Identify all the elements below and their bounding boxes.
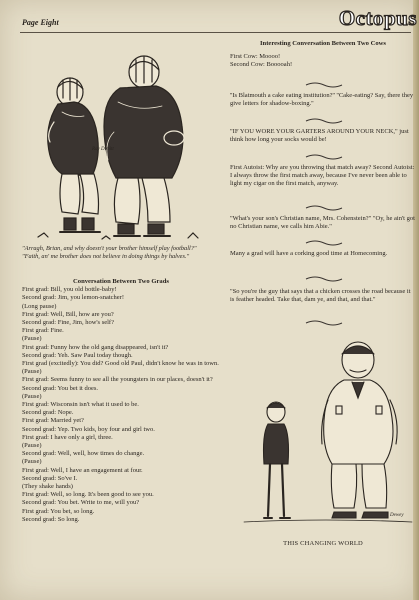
joke-block: "IF YOU WORE YOUR GARTERS AROUND YOUR NECK," just think how long your socks would be! [230, 128, 409, 144]
header-rule [20, 32, 411, 33]
cows-conversation [230, 40, 416, 70]
grads-line: (Long pause) [22, 302, 57, 310]
ornament-divider [304, 276, 344, 282]
ornament-divider [304, 205, 344, 211]
caption-line: "Arragh, Brian, and why doesn't your brother himself play football?" [22, 245, 197, 252]
joke-block: Many a grad will have a corking good time at Homecoming. [230, 250, 388, 257]
grads-line: First grad: Well, I have an engagement at four. [22, 466, 143, 474]
grads-line: First grad: Fine. [22, 327, 64, 335]
ornament-divider [304, 82, 344, 88]
joke-block: ''Is Blatmouth a cake eating institution?'' ''Cake-eating? Say, there they give letters for shadow-boxing.'' [230, 92, 414, 108]
grads-line: Second grad: Nope. [22, 409, 74, 417]
cows-line: Second Cow: Booooah! [230, 61, 293, 69]
grads-line: First grad: Funny how the old gang disappeared, isn't it? [22, 343, 169, 351]
grads-line: Second grad: So've I. [22, 474, 78, 482]
grads-title: Conversation Between Two Grads [73, 278, 169, 285]
grads-line: First grad: Well, so long. It's been good to see you. [22, 491, 154, 499]
grads-line: First grad: Married yet? [22, 417, 84, 425]
grads-line: Second grad: You bet. Write to me, will you? [22, 499, 140, 507]
changing-world-cartoon [240, 330, 416, 528]
grads-line: Second grad: Yep. Two kids, boy four and girl two. [22, 425, 155, 433]
grads-line: (Pause) [22, 335, 42, 343]
grads-line: First grad: Bill, you old bottle-baby! [22, 286, 117, 294]
joke-block: "What's your son's Christian name, Mrs. Cohenstein?" "Oy, he ain't got no Christian name, we calls him Abie." [230, 215, 415, 231]
grads-line: Second grad: You bet it does. [22, 384, 99, 392]
page-label: Page Eight [22, 18, 59, 27]
joke-block: First Autoist: Why are you throwing that match away? Second Autoist: I always throw the first match away, because I've never been able to light my cigar on the first match, anyway. [230, 164, 415, 188]
cartoon2-caption: THIS CHANGING WORLD [283, 540, 363, 547]
caption-line: "Faith, an' me brother does not believe in doing things by halves." [22, 253, 190, 260]
grads-line: First grad: Wisconsin isn't what it used to be. [22, 401, 139, 409]
ornament-divider [304, 320, 344, 326]
grads-line: First grad (excitedly): You did? Good old Paul, didn't know he was in town. [22, 360, 219, 368]
cows-title: Interesting Conversation Between Two Cows [259, 40, 386, 47]
cows-line: First Cow: Moooo! [230, 53, 281, 61]
grads-line: (Pause) [22, 442, 42, 450]
grads-line: Second grad: Jim, you lemon-snatcher! [22, 294, 124, 302]
football-players-cartoon [18, 42, 214, 242]
grads-line: First grad: Well, Bill, how are you? [22, 310, 114, 318]
grads-line: First grad: You bet, so long. [22, 507, 95, 515]
grads-line: Second grad: Yeh. Saw Paul today though. [22, 351, 133, 359]
grads-line: First grad: Seems funny to see all the youngsters in our places, doesn't it? [22, 376, 213, 384]
grads-line: Second grad: Fine, Jim, how's self? [22, 319, 114, 327]
grads-conversation [22, 278, 220, 524]
magazine-title: Octopus [338, 6, 417, 30]
grads-line: First grad: I have only a girl, three. [22, 433, 113, 441]
grads-line: Second grad: Well, well, how times do change. [22, 450, 145, 458]
grads-lines [22, 286, 220, 524]
ornament-divider [304, 118, 344, 124]
grads-line: (Pause) [22, 392, 42, 400]
cartoon1-caption [22, 245, 220, 261]
cartoon1-signature: Ray Dimitt [92, 147, 114, 152]
ornament-divider [304, 240, 344, 246]
grads-line: (Pause) [22, 368, 42, 376]
grads-line: (Pause) [22, 458, 42, 466]
cartoon2-signature: Dewey [390, 513, 404, 518]
grads-line: (They shake hands) [22, 483, 73, 491]
grads-line: Second grad: So long. [22, 515, 80, 523]
ornament-divider [304, 154, 344, 160]
joke-block: "So you're the guy that says that a chicken crosses the road because it is feather headed. Take that, dam ye, and that, and that." [230, 288, 411, 304]
